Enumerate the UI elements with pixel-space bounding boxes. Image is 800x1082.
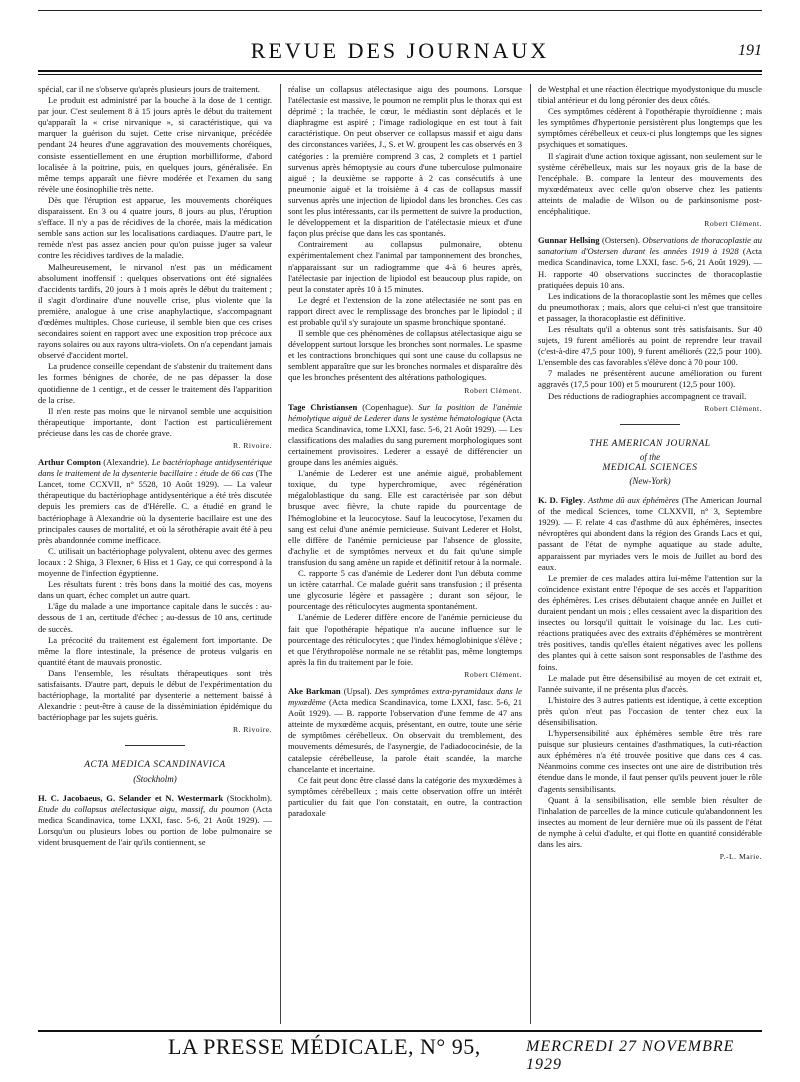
article-title: Sur la position de l'anémie hémolytique aiguë de Lederer dans le système hématologique — [288, 401, 522, 423]
article-reference: (Acta medica Scandinavica, tome LXXI, fasc. 5-6, 21 Août 1929). — Lorsqu'un ou plusieurs lobes ou portion de lobe pulmonaire se vident brusquement de l'air qu'ils contiennent, se — [38, 803, 272, 847]
article-author: Gunnar Hellsing — [538, 235, 600, 246]
section-subheading: (New-York) — [629, 476, 671, 486]
article-reference: (Acta medica Scandinavica, tome LXXI, fasc. 5-6, 21 Août 1929). — H. rapporte 40 observations succinctes de thoracoplastie pratiquées depuis 10 ans. — [538, 246, 762, 290]
top-rule — [38, 10, 762, 11]
article-author: H. C. Jacobaeus, G. Selander et N. Westermark — [38, 792, 224, 803]
paragraph: Le malade put être désensibilisé au moyen de cet extrait et, l'année suivante, il ne présenta plus d'accès. — [538, 672, 762, 694]
paragraph: Il semble que ces phénomènes de collapsus atélectasique aigu se développent surtout lorsque les bronches sont normales. Le spasme et les contractions bronchiques qui sont une cause du collapsus ne semblent apparaître que sur les bronches normales et disparaître dès que les bronches présentent des altérations pathologiques. — [288, 328, 522, 383]
paragraph: L'histoire des 3 autres patients est identique, à cette exception près qu'on n'eut pas l'occasion de tenter chez eux la désensibilisation. — [538, 694, 762, 727]
article-author: Arthur Compton — [38, 457, 101, 468]
article-place: . — [583, 495, 588, 506]
paragraph: Les indications de la thoracoplastie sont les mêmes que celles du pneumothorax ; mais, alors que celui-ci n'est que transitoire et passager, la thoracoplastie est définitive. — [538, 290, 762, 323]
paragraph: Les résultats furent : très bons dans la moitié des cas, moyens dans un quart, échec complet un autre quart. — [38, 579, 272, 601]
paragraph: L'anémie de Lederer est une anémie aiguë, probablement toxique, du type hyperchromique, avec régénération mégaloblastique du sang. Elle est caractérisée par son début brusque avec fièvre, la chute rapide du pourcentage de l'hémoglobine et la leucocytose. Sauf la leucocytose, l'examen du sang est celui d'une anémie pernicieuse. Suivant Lederer et Holst, elle diffère de l'anémie pernicieuse par l'absence de glossite, d'achylie et de symptômes nerveux et du fait qu'une simple transfusion du sang amène un rapide et définitif retour à la normale. — [288, 468, 522, 567]
paragraph: Dès que l'éruption est apparue, les mouvements choréiques disparaissent. En 3 ou 4 quatre jours, 8 jours au plus, l'éruption s'efface. Il n'y a pas de récidives de la chorée, mais la médication semble sans action sur les localisations cardiaques. D'autre part, le remède n'est pas assez ancien pour qu'on puisse juger sa valeur contre les récidives tardives de la maladie. — [38, 194, 272, 261]
paragraph: La précocité du traitement est également fort importante. De même la flore intestinale, la présence de proteus vulgaris en quantité étant de mauvais pronostic. — [38, 634, 272, 667]
paragraph: réalise un collapsus atélectasique aigu des poumons. Lorsque l'atélectasie est massive, le poumon ne remplit plus le thorax qui est déprimé ; la trachée, le cœur, le médiastin sont déplacés et le diaphragme est aspiré ; l'image radiologique en est tout à fait caractéristique. On peut observer ce collapsus massif et aigu dans des circonstances variées, J., S. et W. groupent les cas observés en 3 catégories : la première comprend 3 cas, 2 complets et 1 partiel survenus après hémoptysie au cours d'une tuberculose pulmonaire aiguë ; la deuxième se rapporte à 2 cas consécutifs à une pneumonie aiguë et la troisième à 4 cas de collapsus massif survenus après une injection de lipiodol dans les bronches. Ces cas sont les plus intéressants, car ils permettent de suivre la production, le développement et la disparition de l'atélectasie mieux et d'une façon plus précise que dans les cas spontanés. — [288, 84, 522, 239]
article-title: Etude du collapsus atélectasique aigu, massif, du poumon — [38, 803, 250, 814]
article-author: Ake Barkman — [288, 685, 341, 696]
paragraph: L'âge du malade a une importance capitale dans le succès : au-dessous de 1 an, certitude d'échec ; au-dessus de 10 ans, certitude de succès. — [38, 601, 272, 634]
column-separator — [280, 84, 281, 1024]
paragraph: Contrairement au collapsus pulmonaire, obtenu expérimentalement chez l'animal par tamponnement des bronches, n'apparaissant sur un radiogramme que 4-à 6 heures après, l'atélectasie par injection de lipiodol est beaucoup plus rapide, on peut la constater après 10 à 15 minutes. — [288, 239, 522, 294]
paragraph: Le produit est administré par la bouche à la dose de 1 centigr. par jour. C'est seulement 8 à 15 jours après le début du traitement qu'apparaît la « crise nirvanique », si caractéristique, qui va marquer la guérison du sujet. Cette crise nirvanique, précédée pendant 24 heures d'une aggravation des mouvements choréiques, consiste essentiellement en une éruption morbilliforme, d'abord localisée à la poitrine, puis, en quelques jours, généralisée. En même temps apparaît une fièvre modérée et l'examen du sang révèle une éosinophilie très nette. — [38, 95, 272, 194]
footer-rule — [38, 1030, 762, 1032]
page-footer — [38, 1034, 762, 1073]
paragraph: de Westphal et une réaction électrique myodystonique du muscle tibial antérieur et du long péronier des deux côtés. — [538, 84, 762, 106]
article-place: (Alexandrie). — [100, 457, 152, 468]
paragraph: Malheureusement, le nirvanol n'est pas un médicament absolument inoffensif : quelques observations ont été signalées d'accidents tardifs, 20 jours à 1 mois après le début du traitement ; il s'agit d'ordinaire d'une nouvelle crise, plus violente que la première, analogue à une crise anaphylactique, s'accompagnant d'œdèmes multiples. Chose curieuse, il semble bien que ces crises secondaires soient en rapport avec une exposition trop précoce aux rayons solaires ou aux rayons ultra-violets. On n'a cependant jamais observé d'accident mortel. — [38, 261, 272, 361]
paragraph: 7 malades ne présentèrent aucune amélioration ou furent aggravés (17,5 pour 100) et 5 moururent (12,5 pour 100). — [538, 368, 762, 390]
section-rule — [620, 424, 680, 425]
paragraph: L'anémie de Lederer diffère encore de l'anémie pernicieuse du fait que l'opothérapie hépatique n'a aucune influence sur le pourcentage des réticulocytes ; que l'index hémoglobinique s'élève ; et que l'érythropoïèse normale ne se rétablit pas, même longtemps après la fin du traitement par le foie. — [288, 612, 522, 667]
header-rule-thin — [38, 74, 762, 75]
paragraph: La prudence conseille cependant de s'abstenir du traitement dans les formes bénignes de chorée, de ne pas dépasser la dose quotidienne de 1 centigr., et de cesser le traitement dès l'apparition de la crise. — [38, 361, 272, 405]
article-place: (Upsal). — [340, 685, 375, 696]
author-signature: R. Rivoire. — [232, 725, 272, 735]
section-rule — [125, 745, 185, 746]
article-jacobaeus — [38, 793, 272, 848]
paragraph: Quant à la sensibilisation, elle semble bien résulter de l'inhalation de parcelles de la mince cuticule qu'abandonnent les insectes au moment de leur dernière mue où ils passent de l'état de nymphe à celui d'adulte, et qui flotte en quantité considérable dans les airs. — [538, 794, 762, 849]
paragraph: C. utilisait un bactériophage polyvalent, obtenu avec des germes locaux : 2 Shiga, 3 Flexner, 6 Hiss et 1 Gay, ce qui correspond à la moyenne de l'infection égyptienne. — [38, 545, 272, 579]
section-heading: ACTA MEDICA SCANDINAVICA — [84, 760, 226, 771]
article-author: K. D. Figley — [538, 495, 584, 506]
header-rule — [38, 70, 762, 72]
article-figley — [538, 495, 762, 573]
article-columns — [38, 84, 762, 1024]
author-signature: Robert Clément. — [704, 219, 762, 229]
running-title: REVUE DES JOURNAUX — [250, 38, 550, 63]
article-reference: (The Lancet, tome CCXVII, n° 5528, 10 Août 1929). — La valeur thérapeutique du bactériophage antidysentérique a été très discutée depuis les premiers cas de d'Hérelle. C. a étudié en grand le bactériophage à Alexandrie où la dysenterie bacillaire est une des principales causes de mortalité, et où la sérothérapie avait été à peu près abandonnée comme inefficace. — [38, 468, 272, 545]
article-title: Observations de thoracoplastie au sanatorium d'Ostersen durant les années 1919 à 1928 — [538, 235, 762, 257]
paragraph: Le premier de ces malades attira lui-même l'attention sur la coïncidence existant entre l'époque de ses accès et l'apparition des éphémères. Les crises débutaient chaque année en Juillet et duraient pendant un mois ; elles cessaient avec la disparition des insectes ou lorsqu'il quittait le voisinage du lac. Les cuti-réactions pratiquées avec des extraits d'éphémères se montrèrent très positives, tandis qu'elles étaient négatives avec les pollens des plantes qui à cette saison sont responsables de l'asthme des foins. — [538, 572, 762, 672]
article-hellsing — [538, 235, 762, 290]
footer-journal: LA PRESSE MÉDICALE, N° 95, — [168, 1034, 481, 1059]
paragraph: Il s'agirait d'une action toxique agissant, non seulement sur le système cérébelleux, mais sur les noyaux gris de la base de l'encéphale. B. compare la lenteur des mouvements des myxœdémateux avec celle qu'on observe chez les patients atteints de maladie de Wilson ou de parkinsonisme post-encéphalitique. — [538, 150, 762, 217]
article-title: Le bactériophage antidysentérique dans le traitement de la dysenterie bacillaire : étude de 66 cas — [38, 457, 272, 479]
author-signature: Robert Clément. — [704, 403, 762, 413]
section-heading: THE AMERICAN JOURNAL — [589, 438, 711, 449]
paragraph: Dans l'ensemble, les résultats thérapeutiques sont très satisfaisants. D'autre part, depuis le début de l'expérimentation du bactériophage, la mortalité par dysenterie a nettement baissé à Alexandrie : peut-être à cause de la disséminiation épidémique du bactériophage par les sujets guéris. — [38, 667, 272, 723]
author-signature: R. Rivoire. — [232, 441, 272, 450]
page-number: 191 — [738, 42, 762, 59]
article-place: (Stockholm). — [223, 792, 272, 803]
article-title: Asthme dû aux éphémères — [587, 495, 679, 506]
column-2 — [288, 84, 522, 1024]
author-signature: P.-L. Marie. — [719, 852, 762, 862]
article-reference: (Acta medica Scandinavica, tome LXXI, fasc. 5-6, 21 Août 1929). — Les classifications des maladies du sang purement morphologiques sont certainement provisoires. Lederer a essayé de différencier un groupe dans les anémies aiguës. — [288, 412, 522, 468]
article-christiansen — [288, 402, 522, 469]
column-3 — [538, 84, 762, 1024]
paragraph: C. rapporte 5 cas d'anémie de Lederer dont l'un débuta comme un ictère catarrhal. Ce malade guérit sans transfusion ; il présenta une glycosurie légère et passagère ; durant son séjour, le pourcentage des réticulocytes augmenta spontanément. — [288, 568, 522, 612]
footer-date: MERCREDI 27 NOVEMBRE 1929 — [526, 1038, 735, 1073]
column-separator — [530, 84, 531, 1024]
article-place: (Ostersen). — [599, 235, 643, 246]
article-reference: (The American Journal of the medical Sciences, tome CLXXVII, n° 3, Septembre 1929). — F. relate 4 cas d'asthme dû aux éphémères, insectes névroptères qui abondent dans la région des Grands Lacs et qui, passant de l'état de nymphe aquatique au stade adulte, apparaissent par myriades vers le mois de Juillet au bord des eaux. — [538, 495, 762, 572]
paragraph: Des réductions de radiographies accompagnent ce travail. — [548, 390, 747, 401]
article-reference: (Acta medica Scandinavica, tome LXXI, fasc. 5-6, 21 Août 1929). — B. rapporte l'observation d'une femme de 47 ans atteinte de myxœdème acquis, présentant, en outre, toute une série de symptômes cérébelleux. On observait du tremblement, des mouvements démesurés, de l'asynergie, de l'adiadococinésie, de la catalepsie cérébelleuse, la parole était scandée, la marche chancelante et incertaine. — [288, 697, 522, 774]
author-signature: Robert Clément. — [464, 669, 522, 679]
paragraph: Ce fait peut donc être classé dans la catégorie des myxœdèmes à symptômes cérébelleux ; mais cette observation offre un intérêt particulier du fait que l'on constatait, en outre, la contraction paradoxale — [288, 774, 522, 818]
paragraph: Le degré et l'extension de la zone atélectasiée ne sont pas en rapport direct avec le remplissage des bronches par le lipiodol ; il est probable qu'il s'y surajoute un spasme bronchique spontané. — [288, 294, 522, 327]
article-barkman — [288, 686, 522, 775]
paragraph: Ces symptômes cédèrent à l'opothérapie thyroïdienne ; mais les symptômes d'hypertonie persistèrent plus longtemps que les symptômes cérébelleux et ceux-ci plus longtemps que les signes psychiques et somatiques. — [538, 106, 762, 150]
section-heading-2: MEDICAL SCIENCES — [602, 462, 698, 473]
paragraph: Les résultats qu'il a obtenus sont très satisfaisants. Sur 40 sujets, 19 furent améliorés au point de reprendre leur travail (c'est-à-dire 47,5 pour 100), 9 furent améliorés (22,5 pour 100). L'ensemble des cas favorables s'élève donc à 70 pour 100. — [538, 323, 762, 368]
article-title: Des symptômes extra-pyramidaux dans le myxœdème — [288, 685, 522, 708]
author-signature: Robert Clément. — [464, 385, 522, 395]
article-author: Tage Christiansen — [288, 401, 358, 412]
paragraph: L'hypersensibilité aux éphémères semble être très rare puisque sur plusieurs centaines d'asthmatiques, la cuti-réaction aux éphémères n'a été trouvée positive que dans ces 4 cas. Néanmoins comme ces insectes ont une aire de distribution très étendue dans le monde, il faut penser qu'ils peuvent jouer le rôle d'agents sensibilisants. — [538, 728, 762, 794]
paragraph: Il n'en reste pas moins que le nirvanol semble une acquisition thérapeutique importante, dont l'action est particulièrement précieuse dans les cas de chorée grave. — [38, 405, 272, 438]
article-place: (Copenhague). — [357, 401, 419, 412]
article-compton — [38, 457, 272, 546]
section-heading-of: of the — [639, 451, 661, 462]
paragraph: spécial, car il ne s'observe qu'après plusieurs jours de traitement. — [38, 84, 260, 94]
section-subheading: (Stockholm) — [133, 773, 177, 784]
page-header — [38, 36, 762, 70]
column-1 — [38, 84, 272, 1024]
